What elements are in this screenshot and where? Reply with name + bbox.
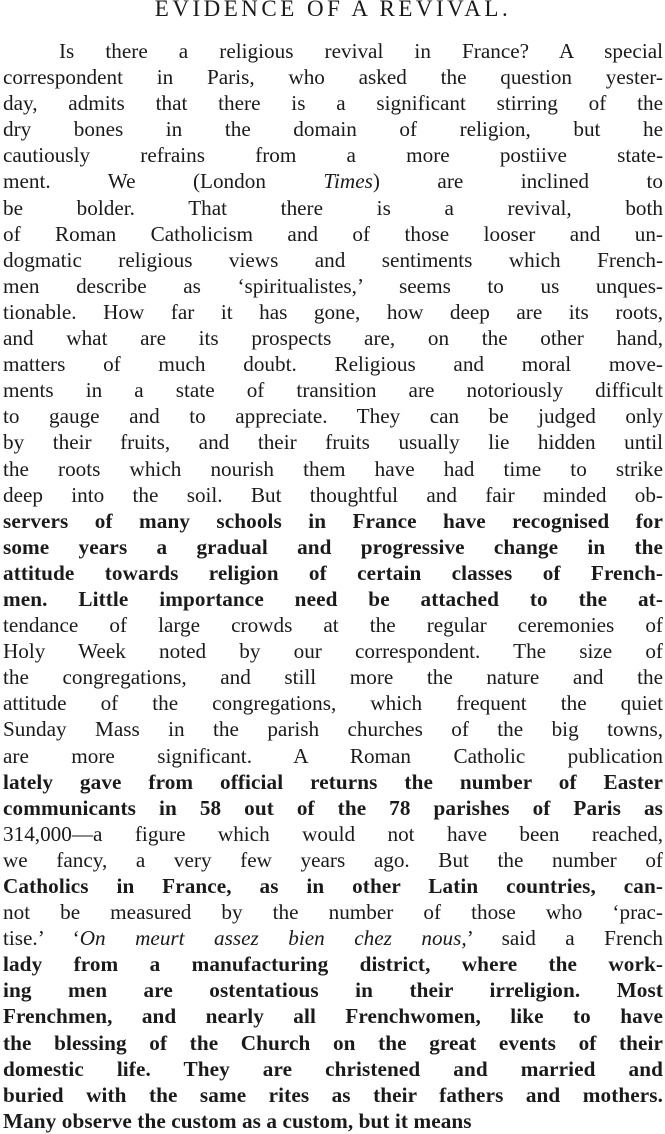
article-headline: EVIDENCE OF A REVIVAL.: [154, 0, 512, 21]
article-line: the roots which nourish them have had time to strike: [3, 456, 663, 481]
article-line: buried with the same rites as their fathers and mothers.: [3, 1082, 663, 1107]
italic-phrase: On meurt assez bien chez nous,: [79, 926, 467, 951]
article-line: tendance of large crowds at the regular ceremonies of: [3, 613, 663, 638]
article-line: men. Little importance need be attached to the at-: [3, 586, 663, 611]
article-line: be bolder. That there is a revival, both: [3, 195, 663, 220]
italic-phrase: Times: [323, 169, 373, 194]
article-line: not be measured by the number of those who ‘prac-: [3, 900, 663, 925]
article-line: domestic life. They are christened and married and: [3, 1056, 663, 1081]
article-line: Is there a religious revival in France? A special: [59, 39, 663, 63]
article-line: the congregations, and still more the nature and the: [3, 665, 663, 690]
article-line: are more significant. A Roman Catholic publication: [3, 743, 663, 768]
article-body: [3, 38, 663, 1134]
article-line: cautiously refrains from a more postiive state-: [3, 143, 663, 168]
article-line: correspondent in Paris, who asked the question yester-: [3, 65, 663, 90]
article-line: dogmatic religious views and sentiments which French-: [3, 247, 663, 272]
article-line: ments in a state of transition are notoriously difficult: [3, 378, 663, 403]
article-line: servers of many schools in France have recognised for: [3, 508, 663, 533]
article-line: we fancy, a very few years ago. But the number of: [3, 847, 663, 872]
article-line: tise.’ ‘On meurt assez bien chez nous,’ said a French: [3, 926, 663, 951]
article-line: Many observe the custom as a custom, but it means: [3, 1108, 472, 1133]
article-line: to gauge and to appreciate. They can be judged only: [3, 404, 663, 429]
article-line: Catholics in France, as in other Latin countries, can-: [3, 874, 663, 898]
article-line: and what are its prospects are, on the other hand,: [3, 326, 663, 351]
article-line: day, admits that there is a significant stirring of the: [3, 91, 663, 116]
article-line: tionable. How far it has gone, how deep are its roots,: [3, 299, 663, 324]
article-line: Sunday Mass in the parish churches of the big towns,: [3, 717, 663, 742]
article-line: of Roman Catholicism and of those looser and un-: [3, 221, 663, 246]
article-line: deep into the soil. But thoughtful and fair minded ob-: [3, 482, 663, 507]
article-line: 314,000—a figure which would not have been reached,: [3, 821, 663, 846]
article-line: ing men are ostentatious in their irreligion. Most: [3, 978, 663, 1003]
article-line: the blessing of the Church on the great events of their: [3, 1030, 663, 1055]
article-line: Holy Week noted by our correspondent. The size of: [3, 639, 663, 664]
article-line: lately gave from official returns the number of Easter: [3, 769, 663, 794]
article-line: some years a gradual and progressive change in the: [3, 534, 663, 559]
article-line: Frenchmen, and nearly all Frenchwomen, like to have: [3, 1004, 663, 1029]
article-line: lady from a manufacturing district, where the work-: [3, 952, 663, 977]
article-line: attitude of the congregations, which frequent the quiet: [3, 691, 663, 716]
article-line: by their fruits, and their fruits usually lie hidden until: [3, 430, 663, 455]
article-line: dry bones in the domain of religion, but he: [3, 117, 663, 142]
article-line: men describe as ‘spiritualistes,’ seems to us unques-: [3, 273, 663, 298]
article-line: matters of much doubt. Religious and moral move-: [3, 352, 663, 377]
article-line: communicants in 58 out of the 78 parishes of Paris as: [3, 795, 663, 820]
article-line: ment. We (London Times) are inclined to: [3, 169, 663, 194]
article-line: attitude towards religion of certain classes of French-: [3, 560, 663, 585]
